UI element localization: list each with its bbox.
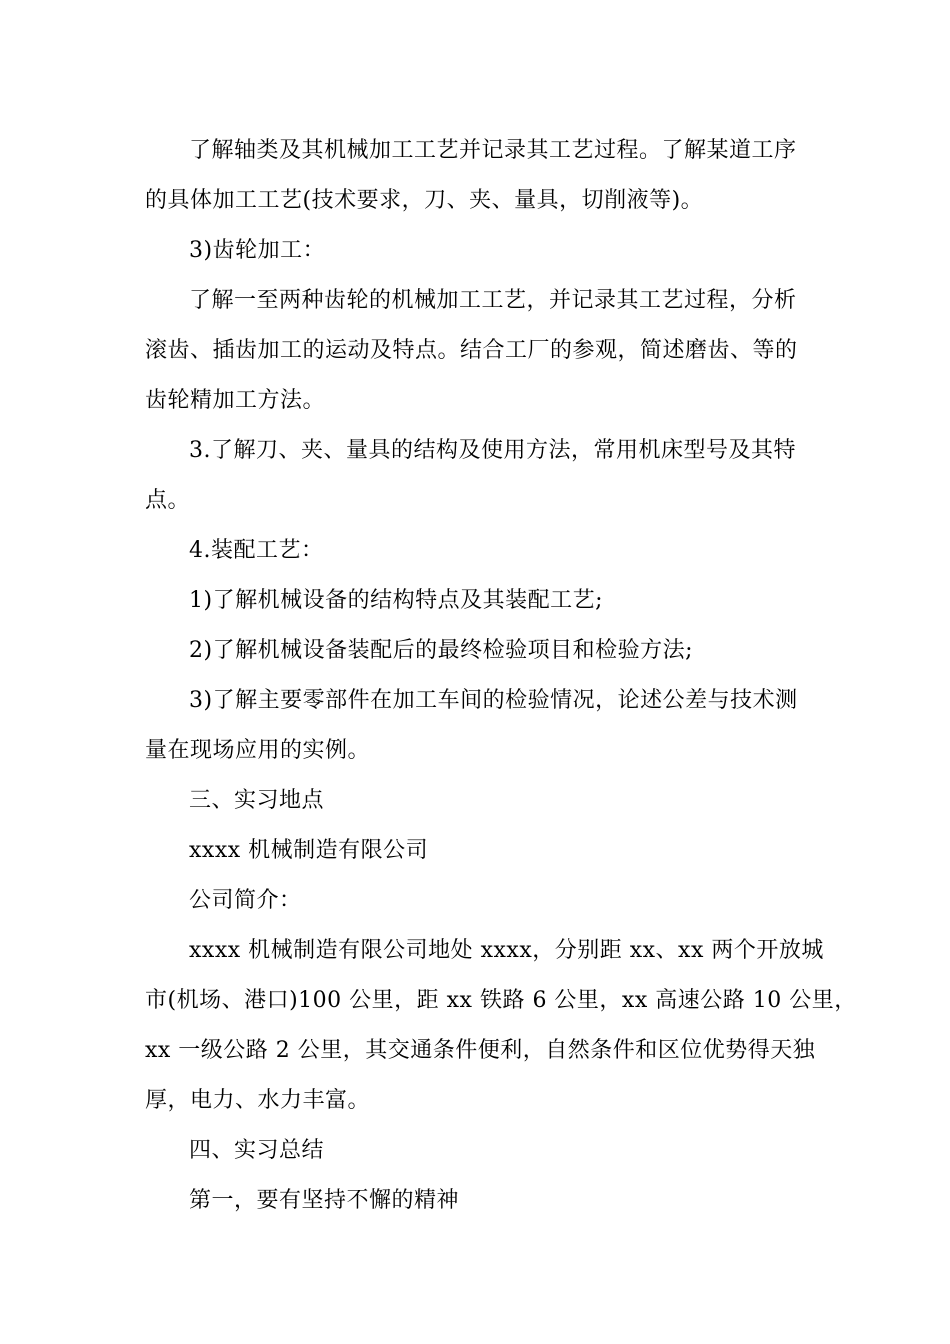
paragraph-line: xxxx 机械制造有限公司地处 xxxx，分别距 xx、xx 两个开放城: [189, 938, 824, 963]
paragraph-line: 的具体加工工艺(技术要求，刀、夹、量具，切削液等)。: [145, 188, 704, 213]
paragraph-line: 市(机场、港口)100 公里，距 xx 铁路 6 公里，xx 高速公路 10 公里，: [145, 988, 857, 1013]
section-heading-summary: 四、实习总结: [189, 1138, 325, 1163]
subheading-assembly-process: 4.装配工艺：: [189, 538, 324, 563]
section-heading-location: 三、实习地点: [189, 788, 325, 813]
paragraph-line: 点。: [145, 488, 191, 513]
list-item: 3)了解主要零部件在加工车间的检验情况，论述公差与技术测: [189, 688, 798, 713]
subheading-company-intro: 公司简介：: [189, 888, 302, 913]
paragraph-line: 齿轮精加工方法。: [145, 388, 326, 413]
paragraph-line: 了解一至两种齿轮的机械加工工艺，并记录其工艺过程，分析: [189, 288, 797, 313]
paragraph-line: 厚，电力、水力丰富。: [145, 1088, 371, 1113]
paragraph-line: 滚齿、插齿加工的运动及特点。结合工厂的参观，简述磨齿、等的: [145, 338, 798, 363]
paragraph-line: xx 一级公路 2 公里，其交通条件便利，自然条件和区位优势得天独: [145, 1038, 816, 1063]
paragraph-line: 第一，要有坚持不懈的精神: [189, 1188, 460, 1213]
paragraph-line: 3.了解刀、夹、量具的结构及使用方法，常用机床型号及其特: [189, 438, 796, 463]
paragraph-line: 了解轴类及其机械加工工艺并记录其工艺过程。了解某道工序: [189, 138, 797, 163]
paragraph-line: 量在现场应用的实例。: [145, 738, 371, 763]
list-item: 2)了解机械设备装配后的最终检验项目和检验方法;: [189, 638, 693, 663]
company-name: xxxx 机械制造有限公司: [189, 838, 429, 863]
list-item: 1)了解机械设备的结构特点及其装配工艺;: [189, 588, 603, 613]
subheading-gear-machining: 3)齿轮加工：: [189, 238, 326, 263]
